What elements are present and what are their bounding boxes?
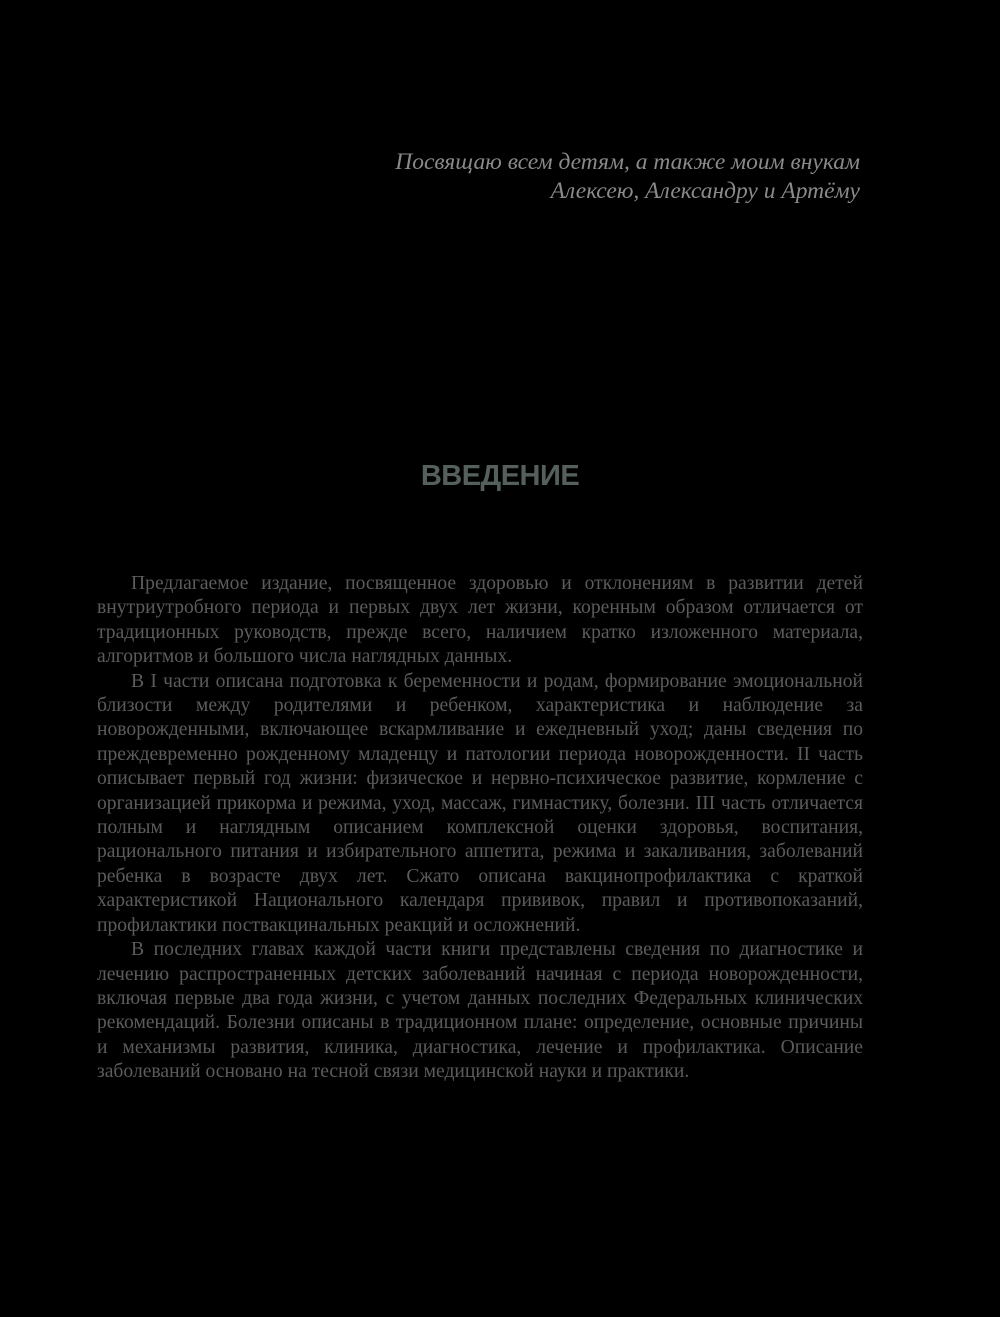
dedication-line-2: Алексею, Александру и Артёму (550, 178, 860, 204)
introduction-text (97, 572, 863, 1085)
paragraph-1: Предлагаемое издание, посвященное здоровью и отклонениям в развитии детей внутриутробного периода и первых двух лет жизни, коренным образом отличается от традиционных руководств, прежде всего, наличием кратко изложенного материала, алгоритмов и большого числа наглядных данных. (97, 573, 863, 668)
section-title: ВВЕДЕНИЕ (420, 460, 580, 492)
paragraph-2: В I части описана подготовка к беременности и родам, формирование эмоциональной близости между родителями и ребенком, характеристика и наблюдение за новорожденными, включающее вскармливание и ежедневный уход; даны сведения по преждевременно рожденному младенцу и патологии периода новорожденности. II часть описывает первый год жизни: физическое и нервно-психическое развитие, кормление с организацией прикорма и режима, уход, массаж, гимнастику, болезни. III часть отличается полным и наглядным описанием комплексной оценки здоровья, воспитания, рационального питания и избирательного аппетита, режима и закаливания, заболеваний ребенка в возрасте двух лет. Сжато описана вакцинопрофилактика с краткой характеристикой Национального календаря прививок, правил и противопоказаний, профилактики поствакцинальных реакций и осложнений. (97, 670, 863, 936)
dedication-line-1: Посвящаю всем детям, а также моим внукам (395, 149, 860, 175)
dedication (220, 148, 860, 206)
paragraph-3: В последних главах каждой части книги представлены сведения по диагностике и лечению распространенных детских заболеваний начиная с периода новорожденности, включая первые два года жизни, с учетом данных последних Федеральных клинических рекомендаций. Болезни описаны в традиционном плане: определение, основные причины и механизмы развития, клиника, диагностика, лечение и профилактика. Описание заболеваний основано на тесной связи медицинской науки и практики. (97, 939, 863, 1083)
